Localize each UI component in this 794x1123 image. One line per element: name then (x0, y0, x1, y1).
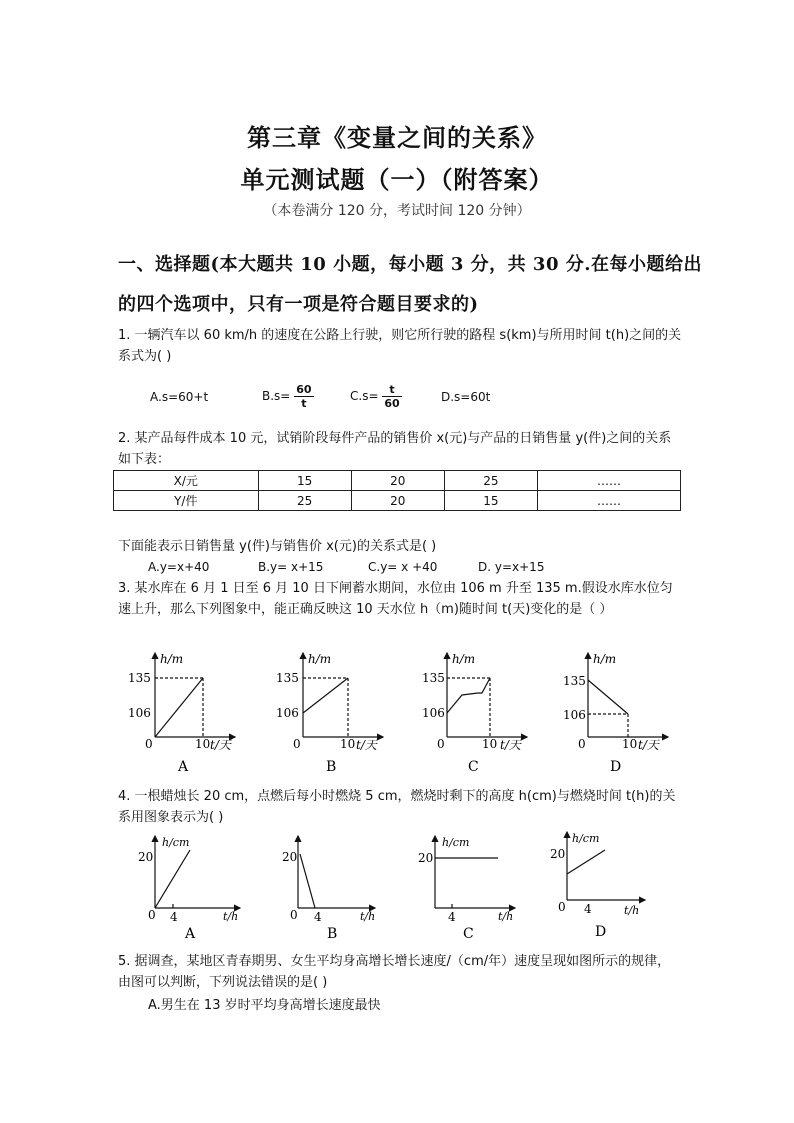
q3-c-origin: 0 (437, 737, 445, 751)
q2-option-a: A.y=x+40 (148, 560, 210, 574)
q3-d-x-tick: 10 (622, 737, 638, 751)
table-cell: 15 (444, 491, 537, 511)
q3-b-y-label: h/m (308, 652, 332, 666)
question-4-text: 4. 一根蜡烛长 20 cm，点燃后每小时燃烧 5 cm，燃烧时剩下的高度 h(cm)与燃烧时间 t(h)的关系用图象表示为( ) (118, 789, 676, 825)
q2-option-d: D. y=x+15 (478, 560, 545, 574)
q3-c-x-tick: 10 (482, 737, 498, 751)
q4-a-y-label: h/cm (162, 836, 190, 849)
q3-a-x-tick: 10 (195, 737, 211, 751)
q3-a-y-label: h/m (160, 652, 184, 666)
q3-d-y-low: 106 (563, 708, 586, 722)
q4-b-x-tick: 4 (314, 910, 322, 924)
q3-b-x-tick: 10 (340, 737, 356, 751)
q4-graphs (110, 828, 700, 943)
q3-b-y-low: 106 (276, 706, 299, 720)
q4-a-x-tick: 4 (170, 910, 178, 924)
q1-option-a: A.s=60+t (150, 390, 209, 404)
q5-option-a: A.男生在 13 岁时平均身高增长速度最快 (148, 998, 381, 1013)
table-cell: 15 (258, 471, 351, 491)
q4-graph-label-c: C (463, 926, 474, 942)
q1-option-b-fraction (294, 383, 313, 410)
q1-option-b-numerator: 60 (296, 383, 312, 396)
q3-c-y-label: h/m (452, 652, 476, 666)
q4-a-x-label: t/h (223, 910, 239, 923)
q3-b-origin: 0 (293, 737, 301, 751)
q4-b-origin: 0 (290, 908, 298, 922)
q4-graph-label-a: A (185, 926, 196, 942)
q4-d-y-tick: 20 (550, 847, 566, 861)
q3-d-x-label: t/天 (638, 738, 659, 752)
q1-option-b (262, 383, 314, 410)
table-cell: 20 (351, 491, 444, 511)
q4-b-y-tick: 20 (282, 850, 298, 864)
q4-d-origin: 0 (558, 900, 566, 914)
q4-graph-label-b: B (327, 926, 338, 942)
q4-a-y-tick: 20 (138, 850, 154, 864)
question-1-text: 1. 一辆汽车以 60 km/h 的速度在公路上行驶，则它所行驶的路程 s(km)与所用时间 t(h)之间的关系式为( ) (118, 328, 682, 364)
exam-info: （本卷满分 120 分，考试时间 120 分钟） (263, 203, 531, 219)
q4-c-y-tick: 20 (418, 851, 434, 865)
q1-option-c (350, 383, 402, 410)
q1-option-c-numerator: t (382, 383, 401, 397)
q3-a-x-label: t/天 (210, 738, 231, 752)
q2-option-c: C.y= x +40 (368, 560, 438, 574)
q3-graph-label-a: A (178, 759, 189, 775)
section-heading-line2: 的四个选项中，只有一项是符合题目要求的) (118, 294, 479, 315)
q3-c-y-low: 106 (422, 706, 445, 720)
q4-b-x-label: t/h (360, 910, 376, 923)
q3-d-y-high: 135 (563, 674, 586, 688)
page-title: 第三章《变量之间的关系》 (247, 123, 547, 152)
price-sales-table (113, 470, 681, 511)
q3-c-x-label: t/天 (500, 738, 521, 752)
q4-d-x-label: t/h (624, 904, 640, 917)
q3-graph-label-b: B (326, 759, 337, 775)
table-row (114, 491, 681, 511)
q3-a-y-low: 106 (128, 706, 151, 720)
question-5-text: 5. 据调查，某地区青春期男、女生平均身高增长增长速度/（cm/年）速度呈现如图所示的规律，由图可以判断，下列说法错误的是( ) (118, 954, 671, 990)
q3-graphs (110, 645, 700, 780)
q3-c-y-high: 135 (422, 671, 445, 685)
table-cell: 25 (258, 491, 351, 511)
q4-graph-label-d: D (595, 924, 607, 940)
q2-option-b: B.y= x+15 (258, 560, 324, 574)
q3-b-x-label: t/天 (356, 738, 377, 752)
q4-d-y-label: h/cm (572, 832, 600, 845)
table-cell: …… (537, 491, 680, 511)
page-subtitle-title: 单元测试题（一）（附答案） (240, 165, 554, 194)
question-2-prompt: 下面能表示日销售量 y(件)与销售价 x(元)的关系式是( ) (118, 539, 437, 554)
q4-a-origin: 0 (148, 908, 156, 922)
q3-d-origin: 0 (578, 737, 586, 751)
table-cell: Y/件 (114, 491, 259, 511)
question-2-text: 2. 某产品每件成本 10 元，试销阶段每件产品的销售价 x(元)与产品的日销售量 y(件)之间的关系如下表： (118, 431, 672, 467)
q1-option-b-denominator: t (301, 397, 307, 410)
table-cell: 20 (351, 471, 444, 491)
q1-option-b-prefix: B.s= (262, 389, 291, 403)
q3-b-y-high: 135 (276, 671, 299, 685)
q4-c-x-tick: 4 (448, 910, 456, 924)
q1-option-c-fraction (382, 383, 401, 410)
question-3-text: 3. 某水库在 6 月 1 日至 6 月 10 日下闸蓄水期间，水位由 106 m 升至 135 m.假设水库水位匀速上升，那么下列图象中，能正确反映这 10 天水位 h（m)随时间 t(天)变化的是（ ） (118, 581, 673, 617)
q3-graph-label-c: C (468, 759, 479, 775)
q4-d-x-tick: 4 (584, 902, 592, 916)
q4-graph-b (298, 836, 375, 908)
table-row (114, 471, 681, 491)
q4-c-y-label: h/cm (442, 836, 470, 849)
q1-option-c-denominator: 60 (384, 397, 400, 410)
table-cell: …… (537, 471, 680, 491)
q1-option-c-prefix: C.s= (350, 389, 379, 403)
q3-a-y-high: 135 (128, 671, 151, 685)
table-cell: X/元 (114, 471, 259, 491)
section-heading-line1: 一、选择题(本大题共 10 小题，每小题 3 分，共 30 分.在每小题给出 (118, 254, 703, 275)
q1-option-d: D.s=60t (441, 390, 491, 404)
q4-c-x-label: t/h (498, 910, 514, 923)
q3-graph-label-d: D (610, 759, 622, 775)
q3-a-origin: 0 (145, 737, 153, 751)
table-cell: 25 (444, 471, 537, 491)
q3-d-y-label: h/m (593, 652, 617, 666)
